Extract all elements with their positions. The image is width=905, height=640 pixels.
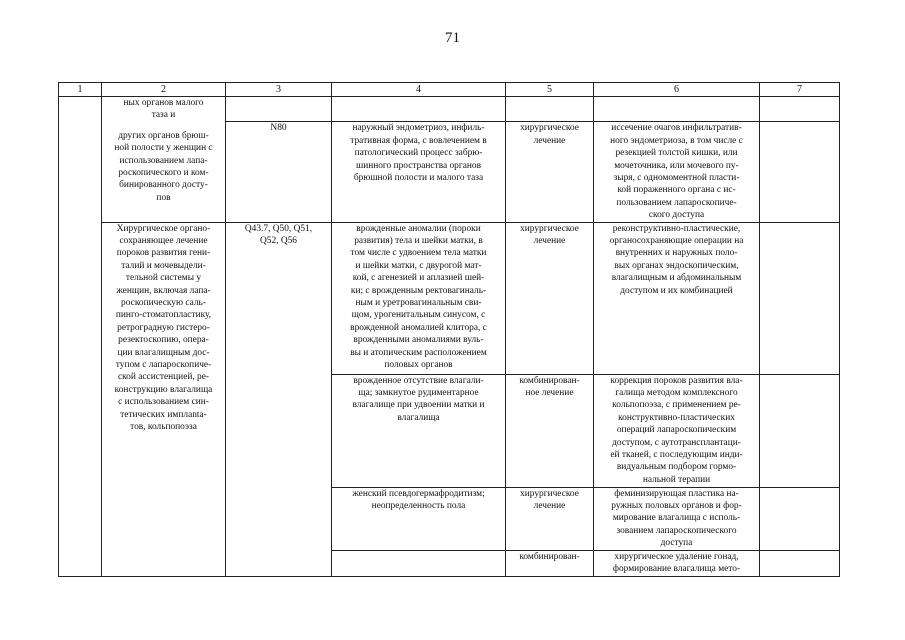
cost-cell (760, 222, 840, 374)
method-name-cell (102, 122, 226, 222)
cost-cell (760, 374, 840, 487)
method-name-cell (102, 97, 226, 122)
patient-model-cell: наружный эндометриоз, инфиль- тративная форма, с вовлечением в патологический процесс забрю- шинного пространства органов брюшной полости и малого таза (332, 122, 506, 222)
header-row (59, 83, 840, 97)
table-row (59, 122, 840, 222)
cost-cell-empty (760, 97, 840, 122)
treatment-type-cell-empty (506, 97, 594, 122)
model-cell-empty (332, 97, 506, 122)
treatment-method-cell: реконструктивно-пластические, органосохраняющие операции на внутренних и наружных поло- вых органах эндоскопическим, влагалищным и абдоминальным доступом и их комбинацией (594, 222, 760, 374)
method-cell-empty (594, 97, 760, 122)
header-col-1: 1 (59, 83, 102, 97)
treatment-type-cell: хирургическое лечение (506, 222, 594, 374)
col1-cell (59, 97, 102, 577)
patient-model-cell: женский псевдогермафродитизм; неопределенность пола (332, 487, 506, 550)
header-col-3: 3 (226, 83, 332, 97)
treatment-method-cell: феминизирующая пластика на- ружных половых органов и фор- мирование влагалища с исполь- зованием лапароскопического доступа (594, 487, 760, 550)
treatment-type-cell: комбинирован- (506, 550, 594, 576)
cost-cell (760, 550, 840, 576)
method-name-top: ных органов малого таза и (123, 98, 204, 121)
patient-model-cell: врожденное отсутствие влагали- ща; замкнутое рудиментарное влагалище при удвоении матки и влагалища (332, 374, 506, 487)
patient-model-cell (332, 550, 506, 576)
method-name-bottom: других органов брюш- ной полости у женщин с использованием лапа- роскопического и ком- бинированного досту- пов (114, 130, 213, 203)
cost-cell (760, 487, 840, 550)
page-number: 71 (445, 30, 460, 46)
header-col-2: 2 (102, 83, 226, 97)
icd-code-cell: Q43.7, Q50, Q51, Q52, Q56 (226, 222, 332, 576)
treatment-method-cell: коррекция пороков развития вла- галища методом комплексного кольпопоэза, с применением ре- конструктивно-пластических операций лапароскопическим доступом, с аутотрансплантаци- ей тканей, с последующим инди- видуальным подбором гормо- нальной терапии (594, 374, 760, 487)
treatment-type-cell: комбинирован- ное лечение (506, 374, 594, 487)
treatment-type-cell: хирургическое лечение (506, 122, 594, 222)
table-row (59, 97, 840, 122)
method-name-cell: Хирургическое органо- сохраняющее лечение пороков развития гени- талий и мочевыдели- тельной системы у женщин, включая лапа- роскопическую саль- пинго-стоматопластику, ретроградную гистеро- резектоскопию, опера- ции влагалищным дос- тупом с лапароскопиче- ской ассистенцией, ре- конструкцию влагалища с использованием син- тетических имплanta- тов, кольпопоэза (102, 222, 226, 576)
treatment-method-cell: иссечение очагов инфильтратив- ного эндометриоза, в том числе с резекцией толстой кишки, или мочеточника, или мочевого пу- зыря, с одномоментной пласти- кой пораженного органа с ис- пользованием лапароскопиче- ского доступа (594, 122, 760, 222)
cost-cell (760, 122, 840, 222)
icd-cell-empty (226, 97, 332, 122)
treatment-type-cell: хирургическое лечение (506, 487, 594, 550)
icd-code-cell: N80 (226, 122, 332, 222)
treatment-method-cell: хирургическое удаление гонад, формирование влагалища мето- (594, 550, 760, 576)
header-col-5: 5 (506, 83, 594, 97)
table-row (59, 222, 840, 374)
header-col-6: 6 (594, 83, 760, 97)
header-col-7: 7 (760, 83, 840, 97)
header-col-4: 4 (332, 83, 506, 97)
medical-care-table (58, 82, 840, 577)
patient-model-cell: врожденные аномалии (пороки развития) тела и шейки матки, в том числе с удвоением тела матки и шейки матки, с двурогой мат- кой, с агенезией и аплазией шей- ки; с врожденным ректовагиналь- ным и уретровагинальным сви- щом, урогенитальным синусом, с врожденной аномалией клитора, с врожденными аномалиями вуль- вы и атопическим расположением половых органов (332, 222, 506, 374)
